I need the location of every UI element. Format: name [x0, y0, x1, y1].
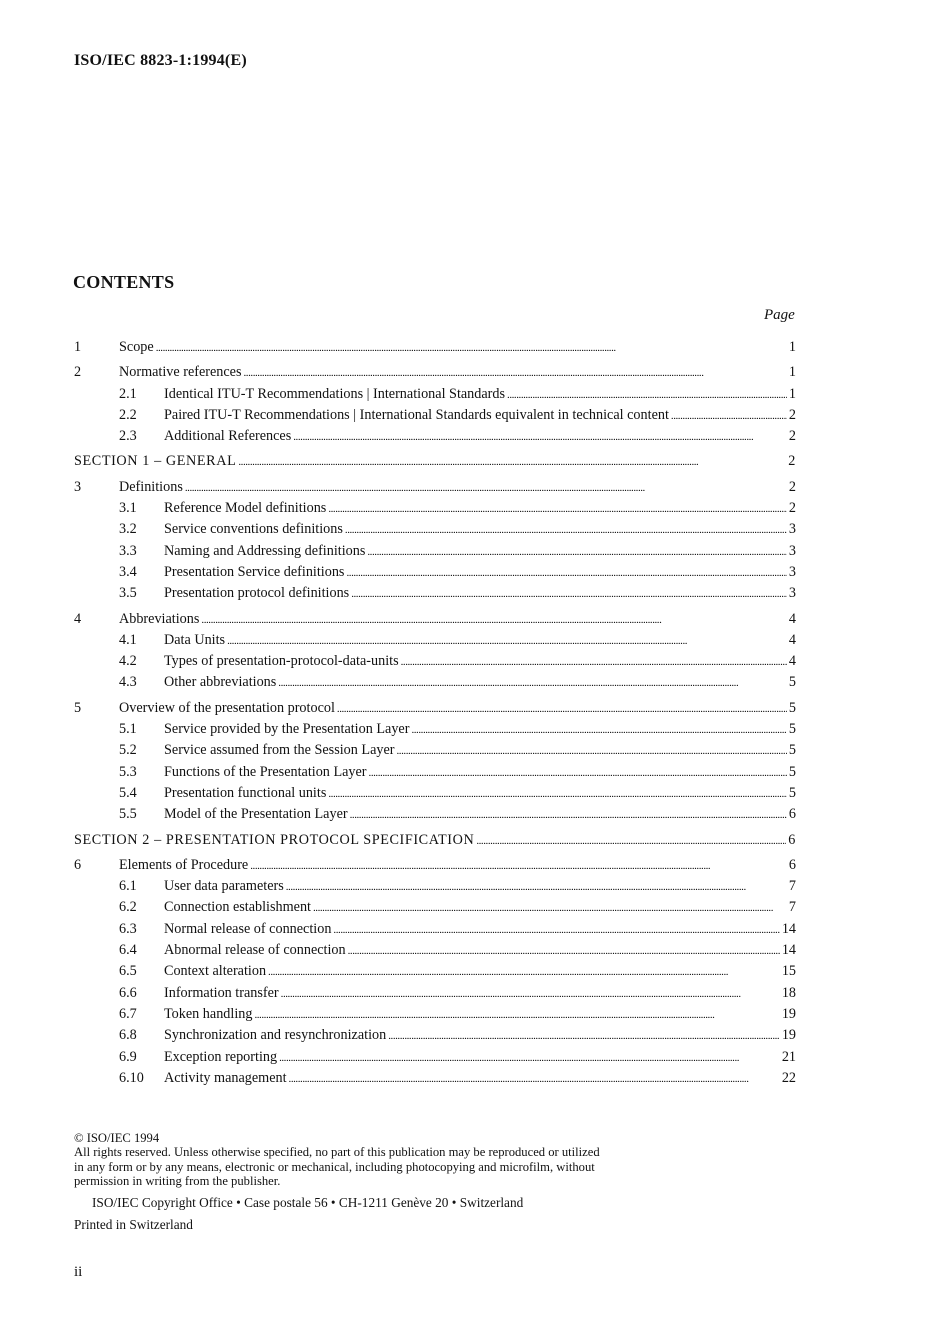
- toc-entry-title: SECTION 2 – PRESENTATION PROTOCOL SPECIFICATION: [74, 831, 475, 848]
- toc-entry-page: 3: [788, 521, 796, 538]
- toc-entry-title: Additional References: [164, 428, 292, 445]
- toc-entry-page: 5: [788, 699, 796, 716]
- toc-entry-title: Naming and Addressing definitions: [164, 542, 366, 559]
- toc-entry[interactable]: [74, 762, 796, 783]
- toc-entry-number: 6.9: [119, 1048, 137, 1065]
- toc-entry-page: 1: [788, 339, 796, 355]
- dot-leader: [268, 961, 780, 983]
- dot-leader: [289, 1068, 780, 1090]
- toc-entry-title: Scope: [119, 339, 154, 355]
- toc-entry-number: 5.4: [119, 784, 137, 801]
- dot-leader: [293, 426, 787, 448]
- toc-entry[interactable]: [74, 609, 796, 630]
- dot-leader: [156, 337, 787, 359]
- toc-entry-title: Elements of Procedure: [119, 856, 249, 873]
- toc-entry-number: 3.1: [119, 500, 137, 517]
- toc-entry-title: Other abbreviations: [164, 674, 277, 691]
- toc-entry-number: 2.2: [119, 406, 137, 423]
- dot-leader: [201, 609, 787, 631]
- toc-entry-number: 6.10: [119, 1069, 144, 1086]
- toc-entry[interactable]: [74, 630, 796, 651]
- toc-entry-page: 15: [781, 963, 796, 980]
- dot-leader: [350, 804, 787, 826]
- toc-entry[interactable]: [74, 919, 796, 940]
- toc-entry-page: 2: [788, 453, 796, 470]
- toc-entry-number: 4.2: [119, 653, 137, 670]
- toc-entry-page: 21: [781, 1048, 796, 1065]
- dot-leader: [369, 762, 787, 784]
- dot-leader: [346, 562, 786, 584]
- toc-entry-title: Definitions: [119, 478, 183, 495]
- dot-leader: [401, 651, 787, 673]
- toc-entry-title: Abnormal release of connection: [164, 942, 346, 959]
- toc-entry-page: 2: [788, 406, 796, 423]
- toc-entry-title: Presentation protocol definitions: [164, 585, 350, 602]
- toc-entry-title: Reference Model definitions: [164, 500, 327, 517]
- toc-entry-page: 7: [788, 899, 796, 916]
- toc-entry-page: 3: [788, 563, 796, 580]
- printed-in: Printed in Switzerland: [74, 1217, 193, 1232]
- toc-entry-number: 5: [74, 699, 82, 716]
- toc-entry-page: 14: [781, 942, 796, 959]
- dot-leader: [328, 783, 787, 805]
- toc-entry-page: 19: [781, 1005, 796, 1022]
- toc-entry-page: 6: [788, 806, 796, 823]
- toc-entry-page: 3: [788, 542, 796, 559]
- toc-entry-page: 5: [788, 742, 796, 759]
- copyright-office-address: ISO/IEC Copyright Office • Case postale 56 • CH-1211 Genève 20 • Switzerland: [92, 1195, 524, 1210]
- toc-entry-number: 6.1: [119, 878, 137, 895]
- toc-entry-number: 6.3: [119, 920, 137, 937]
- toc-entry[interactable]: [74, 583, 796, 604]
- toc-entry-title: Normative references: [119, 364, 242, 381]
- toc-entry-page: 22: [781, 1069, 796, 1086]
- dot-leader: [328, 498, 787, 520]
- contents-heading: CONTENTS: [73, 272, 175, 292]
- dot-leader: [388, 1025, 780, 1047]
- toc-entry[interactable]: [74, 519, 796, 540]
- dot-leader: [337, 698, 787, 720]
- toc-entry-title: Synchronization and resynchronization: [164, 1027, 387, 1044]
- toc-entry[interactable]: [74, 672, 796, 693]
- toc-entry-number: 2.3: [119, 428, 137, 445]
- dot-leader: [278, 672, 787, 694]
- toc-entry-title: Service conventions definitions: [164, 521, 343, 538]
- toc-entry-title: Data Units: [164, 631, 226, 648]
- toc-entry-number: 5.1: [119, 721, 137, 738]
- toc-entry-number: 6.6: [119, 984, 137, 1001]
- toc-entry-page: 4: [788, 610, 796, 627]
- toc-entry-number: 4.3: [119, 674, 137, 691]
- toc-entry-title: Paired ITU-T Recommendations | International Standards equivalent in technical content: [164, 406, 669, 423]
- dot-leader: [367, 541, 787, 563]
- toc-entry[interactable]: [74, 897, 796, 918]
- toc-entry-page: 18: [781, 984, 796, 1001]
- document-id-header: ISO/IEC 8823-1:1994(E): [74, 52, 247, 69]
- dot-leader: [254, 1004, 779, 1026]
- dot-leader: [671, 405, 787, 427]
- toc-entry-title: SECTION 1 – GENERAL: [74, 453, 237, 470]
- toc-entry-number: 6.2: [119, 899, 137, 916]
- toc-entry-page: 3: [788, 585, 796, 602]
- toc-entry[interactable]: [74, 384, 796, 405]
- toc-entry-page: 19: [781, 1027, 796, 1044]
- toc-entry[interactable]: [74, 719, 796, 740]
- toc-entry[interactable]: [74, 876, 796, 897]
- dot-leader: [185, 477, 787, 499]
- toc-entry-number: 6.4: [119, 942, 137, 959]
- dot-leader: [397, 740, 787, 762]
- dot-leader: [333, 919, 779, 941]
- toc-entry[interactable]: [74, 541, 796, 562]
- toc-entry-number: 6.5: [119, 963, 137, 980]
- dot-leader: [244, 362, 787, 384]
- toc-entry-number: 3.2: [119, 521, 137, 538]
- toc-entry[interactable]: [74, 940, 796, 961]
- toc-entry-page: 5: [788, 763, 796, 780]
- toc-entry-title: Service assumed from the Session Layer: [164, 742, 395, 759]
- toc-entry-title: Overview of the presentation protocol: [119, 699, 335, 716]
- toc-entry-page: 7: [788, 878, 796, 895]
- toc-entry[interactable]: [74, 830, 796, 851]
- toc-entry[interactable]: [74, 451, 796, 472]
- dot-leader: [345, 519, 787, 541]
- toc-entry[interactable]: [74, 1025, 796, 1046]
- toc-entry-title: Model of the Presentation Layer: [164, 806, 348, 823]
- dot-leader: [238, 451, 786, 473]
- toc-entry-page: 1: [788, 364, 796, 381]
- toc-entry[interactable]: [74, 477, 796, 498]
- toc-entry[interactable]: [74, 1047, 796, 1068]
- toc-entry-page: 14: [781, 920, 796, 937]
- dot-leader: [351, 583, 787, 605]
- toc-entry[interactable]: [74, 740, 796, 761]
- toc-entry[interactable]: [74, 1068, 796, 1089]
- toc-entry-title: Token handling: [164, 1005, 253, 1022]
- toc-entry-title: Types of presentation-protocol-data-units: [164, 653, 399, 670]
- toc-entry-number: 5.3: [119, 763, 137, 780]
- toc-entry-title: Presentation functional units: [164, 784, 327, 801]
- toc-entry-title: Connection establishment: [164, 899, 311, 916]
- toc-entry-page: 2: [788, 428, 796, 445]
- toc-entry-page: 6: [788, 856, 796, 873]
- dot-leader: [281, 983, 780, 1005]
- toc-entry[interactable]: [74, 1004, 796, 1025]
- toc-entry-title: Service provided by the Presentation Layer: [164, 721, 410, 738]
- toc-entry-title: Activity management: [164, 1069, 287, 1086]
- toc-entry[interactable]: [74, 804, 796, 825]
- toc-entry-title: Identical ITU-T Recommendations | International Standards: [164, 385, 506, 402]
- toc-entry[interactable]: [74, 983, 796, 1004]
- toc-entry-page: 4: [788, 653, 796, 670]
- dot-leader: [227, 630, 787, 652]
- toc-entry-number: 4: [74, 610, 82, 627]
- toc-entry-number: 3.3: [119, 542, 137, 559]
- toc-entry-title: User data parameters: [164, 878, 284, 895]
- toc-entry-title: Abbreviations: [119, 610, 200, 627]
- toc-entry-number: 6.7: [119, 1005, 137, 1022]
- toc-entry-page: 4: [788, 631, 796, 648]
- toc-entry-title: Context alteration: [164, 963, 267, 980]
- rights-text: All rights reserved. Unless otherwise specified, no part of this publication may be reproduced or utilized in any form or by any means, electronic or mechanical, including photocopying and microfilm, without permission in writing from the publisher.: [74, 1145, 600, 1189]
- dot-leader: [279, 1047, 780, 1069]
- dot-leader: [250, 855, 787, 877]
- toc-entry-number: 4.1: [119, 631, 137, 648]
- toc-entry-title: Exception reporting: [164, 1048, 278, 1065]
- table-of-contents: [74, 333, 796, 1089]
- toc-entry[interactable]: [74, 961, 796, 982]
- toc-entry[interactable]: [74, 783, 796, 804]
- dot-leader: [507, 384, 787, 406]
- toc-entry-page: 2: [788, 500, 796, 517]
- toc-entry-title: Information transfer: [164, 984, 279, 1001]
- toc-entry[interactable]: [74, 698, 796, 719]
- toc-entry-number: 1: [74, 339, 82, 355]
- toc-entry[interactable]: [74, 651, 796, 672]
- toc-entry-number: 6: [74, 856, 82, 873]
- toc-entry-number: 3: [74, 478, 82, 495]
- toc-entry-number: 3.5: [119, 585, 137, 602]
- dot-leader: [348, 940, 780, 962]
- toc-entry-page: 5: [788, 784, 796, 801]
- toc-entry[interactable]: [74, 562, 796, 583]
- toc-entry-title: Normal release of connection: [164, 920, 332, 937]
- toc-entry[interactable]: [74, 337, 796, 358]
- toc-entry-number: 5.5: [119, 806, 137, 823]
- toc-entry-title: Presentation Service definitions: [164, 563, 345, 580]
- toc-entry-page: 2: [788, 478, 796, 495]
- toc-entry[interactable]: [74, 498, 796, 519]
- dot-leader: [313, 897, 787, 919]
- toc-entry-page: 5: [788, 674, 796, 691]
- toc-entry-number: 3.4: [119, 563, 137, 580]
- toc-entry-number: 6.8: [119, 1027, 137, 1044]
- dot-leader: [476, 830, 786, 852]
- toc-entry-page: 5: [788, 721, 796, 738]
- toc-entry-page: 6: [788, 831, 796, 848]
- toc-entry-number: 5.2: [119, 742, 137, 759]
- toc-entry-number: 2.1: [119, 385, 137, 402]
- page-number: ii: [74, 1264, 83, 1280]
- copyright-line: © ISO/IEC 1994: [74, 1131, 160, 1145]
- copyright-notice: [74, 1131, 604, 1189]
- toc-entry[interactable]: [74, 362, 796, 383]
- toc-entry[interactable]: [74, 405, 796, 426]
- dot-leader: [411, 719, 786, 741]
- toc-entry[interactable]: [74, 855, 796, 876]
- toc-entry-title: Functions of the Presentation Layer: [164, 763, 367, 780]
- toc-entry[interactable]: [74, 426, 796, 447]
- toc-entry-page: 1: [788, 385, 796, 402]
- page-column-label: Page: [764, 307, 795, 323]
- dot-leader: [286, 876, 787, 898]
- toc-entry-number: 2: [74, 364, 82, 381]
